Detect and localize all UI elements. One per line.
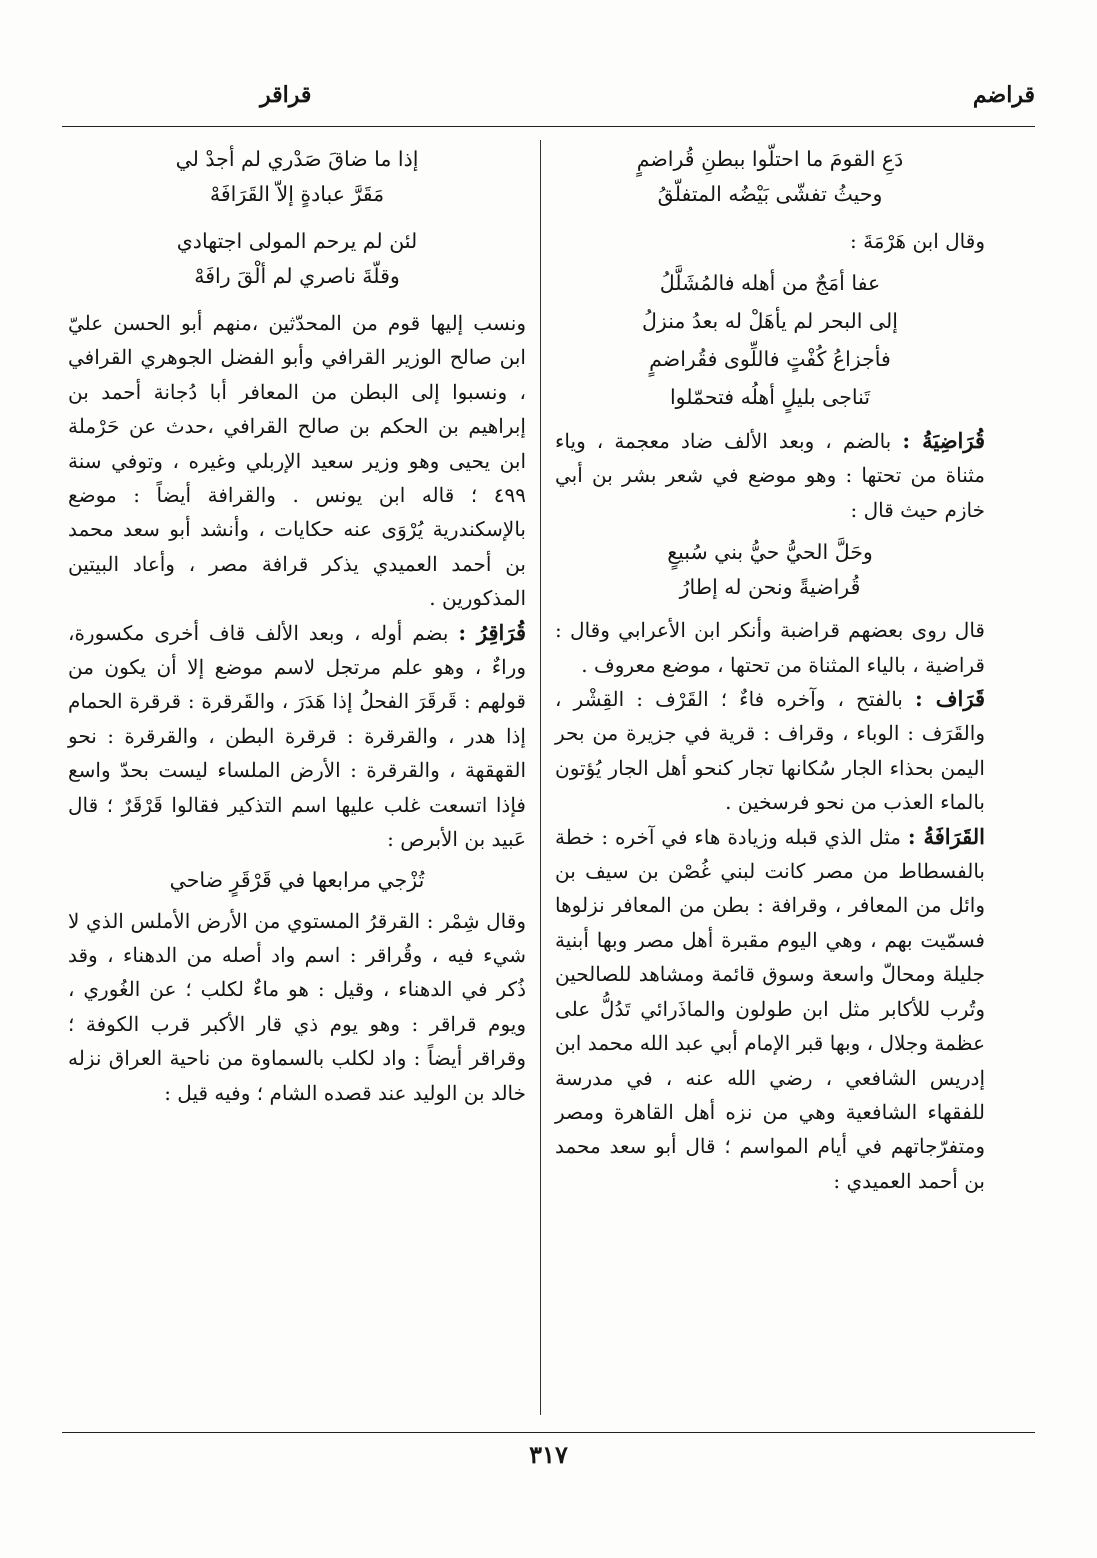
verse-line: تُزْجي مرابعها في قَرْقَرٍ ضاحي (169, 867, 425, 892)
entry (555, 424, 985, 527)
verse-line: تَناجى بليلٍ أهلُه فتحمّلوا (669, 385, 871, 409)
verse-line: مَقَرَّ عبادةٍ إلاّ القَرَافَهْ (209, 182, 385, 206)
entry (68, 616, 526, 857)
verse-block (68, 224, 526, 294)
right-column (555, 142, 985, 1198)
verse-line: دَعِ القومَ ما احتلّوا ببطنِ قُراضمٍ (636, 147, 904, 171)
header-rule (62, 126, 1035, 127)
verse-line: إذا ما ضاقَ صَدْري لم أجدْ لي (175, 147, 419, 171)
column-separator (540, 140, 541, 1415)
entry-text: مثل الذي قبله وزيادة هاء في آخره : خطة بالفسطاط من مصر كانت لبني غُصْن بن سيف بن وائل من المعافر ، وقرافة : بطن من المعافر نزلوها فسمّيت بهم ، وهي اليوم مقبرة أهل مصر وبها أبنية جليلة ومحالّ واسعة وسوق قائمة ومشاهد للصالحين وتُرب للأكابر مثل ابن طولون والماذَرائي تَدُلُّ على عظمة وجلال ، وبها قبر الإمام أبي عبد الله محمد ابن إدريس الشافعي ، رضي الله عنه ، في مدرسة للفقهاء الشافعية وهي من نزه أهل القاهرة ومصر ومتفرّجاتهم في أيام المواسم ؛ قال أبو سعد محمد بن أحمد العميدي : (555, 824, 985, 1193)
entry-text: بالفتح ، وآخره فاءٌ ؛ القَرْف : القِشْر ، والقَرَف : الوباء ، وقراف : قرية في جزيرة من بحر اليمن بحذاء الجار سُكانها تجار كنحو أهل الجار يُؤتون بالماء العذب من نحو فرسخين . (555, 687, 985, 815)
entry-headword: القَرَافَةُ : (907, 823, 986, 849)
verse-line: وقلّةَ ناصري لم ألْقَ رافَهْ (194, 264, 400, 288)
verse-line: لئن لم يرحم المولى اجتهادي (176, 229, 418, 253)
paragraph: وقال شِمْر : القرقرُ المستوي من الأرض الأملس الذي لا شيء فيه ، وقُراقر : اسم واد أصله من الدهناء ، وقد ذُكر في الدهناء ، وقيل : هو ماءٌ لكلب ؛ عن الغُوري ، ويوم قراقر : وهو يوم ذي قار الأكبر قرب الكوفة ؛ وقراقر أيضاً : واد لكلب بالسماوة من ناحية العراق نزله خالد بن الوليد عند قصده الشام ؛ وفيه قيل : (68, 908, 526, 1105)
entry-headword: قَرَاف : (914, 686, 985, 712)
verse-line: قُراضيةً ونحن له إطارُ (679, 575, 861, 600)
verse-line: إلى البحر لم يأهَلْ له بعدُ منزلُ (642, 309, 898, 333)
verse-block (555, 264, 985, 416)
verse-line: وحَلَّ الحيُّ حيُّ بني سُبيعٍ (667, 540, 873, 565)
entry-text: بضم أوله ، وبعد الألف قاف أخرى مكسورة، وراءٌ ، وهو علم مرتجل لاسم موضع إلا أن يكون من قولهم : قَرقَرَ الفحلُ إذا هَدَرَ ، والقَرقرة : قرقرة الحمام إذا هدر ، والقرقرة : قرقرة البطن ، والقرقرة : نحو القهقهة ، والقرقرة : الأرض الملساء ليست بحدّ واسع فإذا اتسعت غلب عليها اسم التذكير فقالوا قَرْقَرٌ ؛ قال عَبيد بن الأبرص : (68, 620, 526, 852)
running-head-right: قراضم (972, 82, 1035, 108)
verse-block (68, 863, 526, 898)
entry (555, 682, 985, 820)
footer-rule (62, 1432, 1035, 1433)
page-number: ٣١٧ (529, 1440, 568, 1469)
verse-line: عفا أمَجٌ من أهله فالمُشَلَّلُ (659, 271, 881, 295)
verse-block (555, 535, 985, 605)
paragraph: قال روى بعضهم قراضبة وأنكر ابن الأعرابي وقال : قراضية ، بالياء المثناة من تحتها ، موضع معروف . (555, 618, 985, 677)
entry-text: بالضم ، وبعد الألف ضاد معجمة ، وياء مثناة من تحتها : وهو موضع في شعر بشر بن أبي خازم حيث قال : (555, 429, 985, 522)
verse-intro: وقال ابن هَرْمَةَ : (849, 229, 985, 253)
entry-headword: قُرَاضِيَةُ : (902, 428, 985, 453)
running-head-left: قراقر (260, 82, 312, 108)
verse-block (68, 142, 526, 212)
paragraph: ونسب إليها قوم من المحدّثين ،منهم أبو الحسن عليّ ابن صالح الوزير القرافي وأبو الفضل الجوهري القرافي ، ونسبوا إلى البطن من المعافر أبا دُجانة أحمد بن إبراهيم بن الحكم بن صالح القرافي ،حدث عن حَرْملة ابن يحيى وهو وزير سعيد الإربلي وغيره ، وتوفي سنة ٤٩٩ ؛ قاله ابن يونس . والقرافة أيضاً : موضع بالإسكندرية يُرْوَى عنه حكايات ، وأنشد أبو سعد محمد بن أحمد العميدي يذكر قرافة مصر ، وأعاد البيتين المذكورين . (68, 311, 526, 611)
verse-block (555, 142, 985, 212)
verse-line: وحيثُ تفشّى بَيْضُه المتفلّقُ (657, 182, 883, 206)
page-header (62, 82, 1035, 122)
left-column (68, 142, 526, 1110)
verse-line: فأجزاعُ كُفْتٍ فاللِّوى فقُراضمٍ (649, 347, 891, 371)
entry-headword: قُرَاقِرُ : (458, 619, 527, 645)
entry (555, 820, 985, 1198)
